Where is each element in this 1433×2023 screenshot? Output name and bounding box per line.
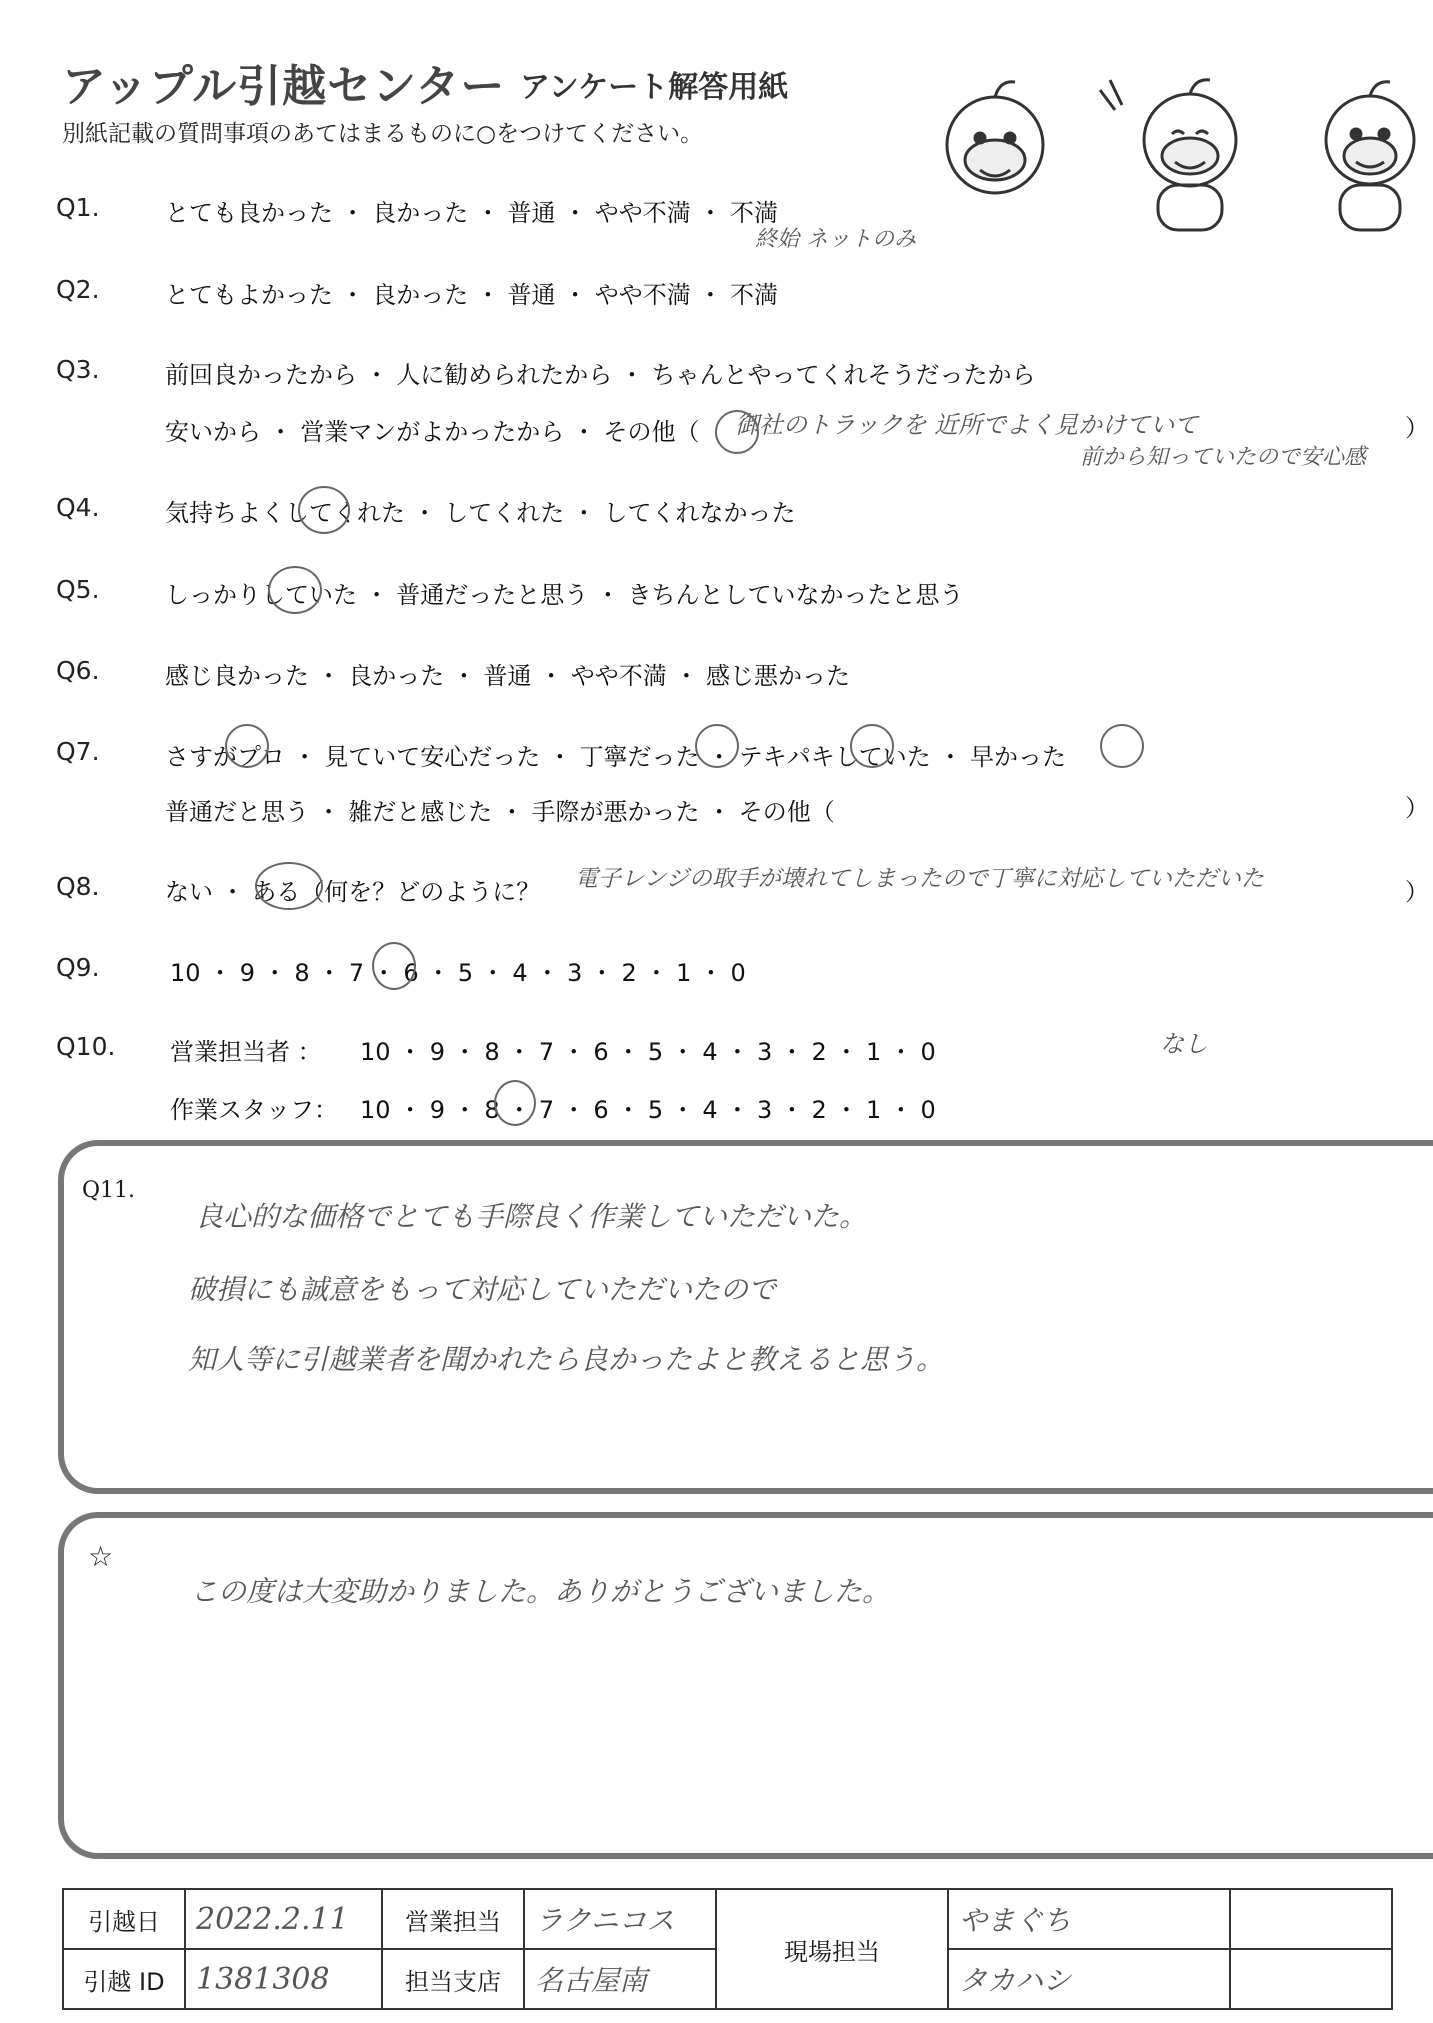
q10-label: Q10. <box>56 1032 116 1061</box>
free-comment-box <box>58 1512 1433 1859</box>
q1-label: Q1. <box>56 193 100 222</box>
q7-options-line2: 普通だと思う ・ 雑だと感じた ・ 手際が悪かった ・ その他（ <box>165 798 835 826</box>
q3-close-paren: ） <box>1405 414 1429 442</box>
answer-circle-mark <box>268 566 322 614</box>
q10-staff-scale: 10 ・ 9 ・ 8 ・ 7 ・ 6 ・ 5 ・ 4 ・ 3 ・ 2 ・ 1 ・ 0 <box>360 1096 936 1124</box>
sales-staff-value: ラクニコス <box>524 1889 716 1949</box>
star-icon: ☆ <box>88 1540 114 1573</box>
q9-scale: 10 ・ 9 ・ 8 ・ 7 ・ 6 ・ 5 ・ 4 ・ 3 ・ 2 ・ 1 ・ 0 <box>170 959 746 987</box>
form-title: アップル引越センター <box>62 61 506 112</box>
footer-info-table <box>62 1888 1393 2010</box>
footer-empty-cell <box>1230 1949 1392 2009</box>
q11-comment-line-3: 知人等に引越業者を聞かれたら良かったよと教えると思う。 <box>188 1343 945 1376</box>
q7-label: Q7. <box>56 737 100 766</box>
q10-sales-label: 営業担当者 ： <box>170 1038 322 1066</box>
q9-label: Q9. <box>56 953 100 982</box>
q3-handwritten-note-2: 前から知っていたので安心感 <box>1080 445 1367 470</box>
sales-staff-label: 営業担当 <box>382 1889 524 1949</box>
site-staff-value-2: タカハシ <box>948 1949 1230 2009</box>
q10-staff-label: 作業スタッフ： <box>170 1096 338 1124</box>
q11-comment-line-2: 破損にも誠意をもって対応していただいたので <box>188 1273 777 1306</box>
q5-options: しっかりしていた ・ 普通だったと思う ・ きちんとしていなかったと思う <box>165 581 964 609</box>
footer-empty-cell <box>1230 1889 1392 1949</box>
move-id-label: 引越 ID <box>63 1949 185 2009</box>
free-comment-text: この度は大変助かりました。ありがとうございました。 <box>190 1575 891 1608</box>
q1-handwritten-note: 終始 ネットのみ <box>755 227 916 252</box>
q6-options: 感じ良かった ・ 良かった ・ 普通 ・ やや不満 ・ 感じ悪かった <box>165 662 851 690</box>
q2-label: Q2. <box>56 275 100 304</box>
q11-comment-box <box>58 1140 1433 1494</box>
q3-handwritten-note: 御社のトラックを 近所でよく見かけていて <box>735 411 1199 439</box>
q8-label: Q8. <box>56 872 100 901</box>
answer-circle-mark <box>255 862 323 910</box>
q3-label: Q3. <box>56 355 100 384</box>
q3-options-line1: 前回良かったから ・ 人に勧められたから ・ ちゃんとやってくれそうだったから <box>165 361 1036 389</box>
answer-circle-mark <box>695 724 739 768</box>
q11-label: Q11. <box>82 1178 136 1203</box>
q6-label: Q6. <box>56 656 100 685</box>
q4-label: Q4. <box>56 493 100 522</box>
site-staff-label: 現場担当 <box>716 1889 948 2009</box>
q8-handwritten-note: 電子レンジの取手が壊れてしまったので丁寧に対応していただいた <box>575 866 1264 892</box>
move-date-value: 2022.2.11 <box>185 1889 382 1949</box>
answer-circle-mark <box>715 410 759 454</box>
q3-options-line2: 安いから ・ 営業マンがよかったから ・ その他（ <box>165 418 700 446</box>
q8-options: ない ・ ある（何を？どのように？ <box>165 878 541 906</box>
q2-options: とてもよかった ・ 良かった ・ 普通 ・ やや不満 ・ 不満 <box>165 281 779 309</box>
answer-circle-mark <box>298 486 350 534</box>
q10-sales-note: なし <box>1160 1030 1208 1058</box>
form-instruction: 別紙記載の質問事項のあてはまるものに○をつけてください。 <box>62 121 704 147</box>
branch-value: 名古屋南 <box>524 1949 716 2009</box>
answer-circle-mark <box>225 724 269 768</box>
move-date-label: 引越日 <box>63 1889 185 1949</box>
q10-sales-scale: 10 ・ 9 ・ 8 ・ 7 ・ 6 ・ 5 ・ 4 ・ 3 ・ 2 ・ 1 ・ 0 <box>360 1038 936 1066</box>
site-staff-value-1: やまぐち <box>948 1889 1230 1949</box>
answer-circle-mark <box>1100 724 1144 768</box>
move-id-value: 1381308 <box>185 1949 382 2009</box>
q4-options: 気持ちよくしてくれた ・ してくれた ・ してくれなかった <box>165 499 796 527</box>
branch-label: 担当支店 <box>382 1949 524 2009</box>
q5-label: Q5. <box>56 575 100 604</box>
q7-options-line1: さすがプロ ・ 見ていて安心だった ・ 丁寧だった ・ テキパキしていた ・ 早かった <box>165 743 1067 771</box>
form-subtitle: アンケート解答用紙 <box>520 70 789 105</box>
q1-options: とても良かった ・ 良かった ・ 普通 ・ やや不満 ・ 不満 <box>165 199 779 227</box>
q8-close-paren: ） <box>1405 878 1429 906</box>
answer-circle-mark <box>494 1080 536 1126</box>
q11-comment-line-1: 良心的な価格でとても手際良く作業していただいた。 <box>195 1200 868 1233</box>
answer-circle-mark <box>850 724 894 768</box>
answer-circle-mark <box>372 942 416 990</box>
mascot-illustration <box>900 70 1420 240</box>
q7-close-paren: ） <box>1405 794 1429 822</box>
